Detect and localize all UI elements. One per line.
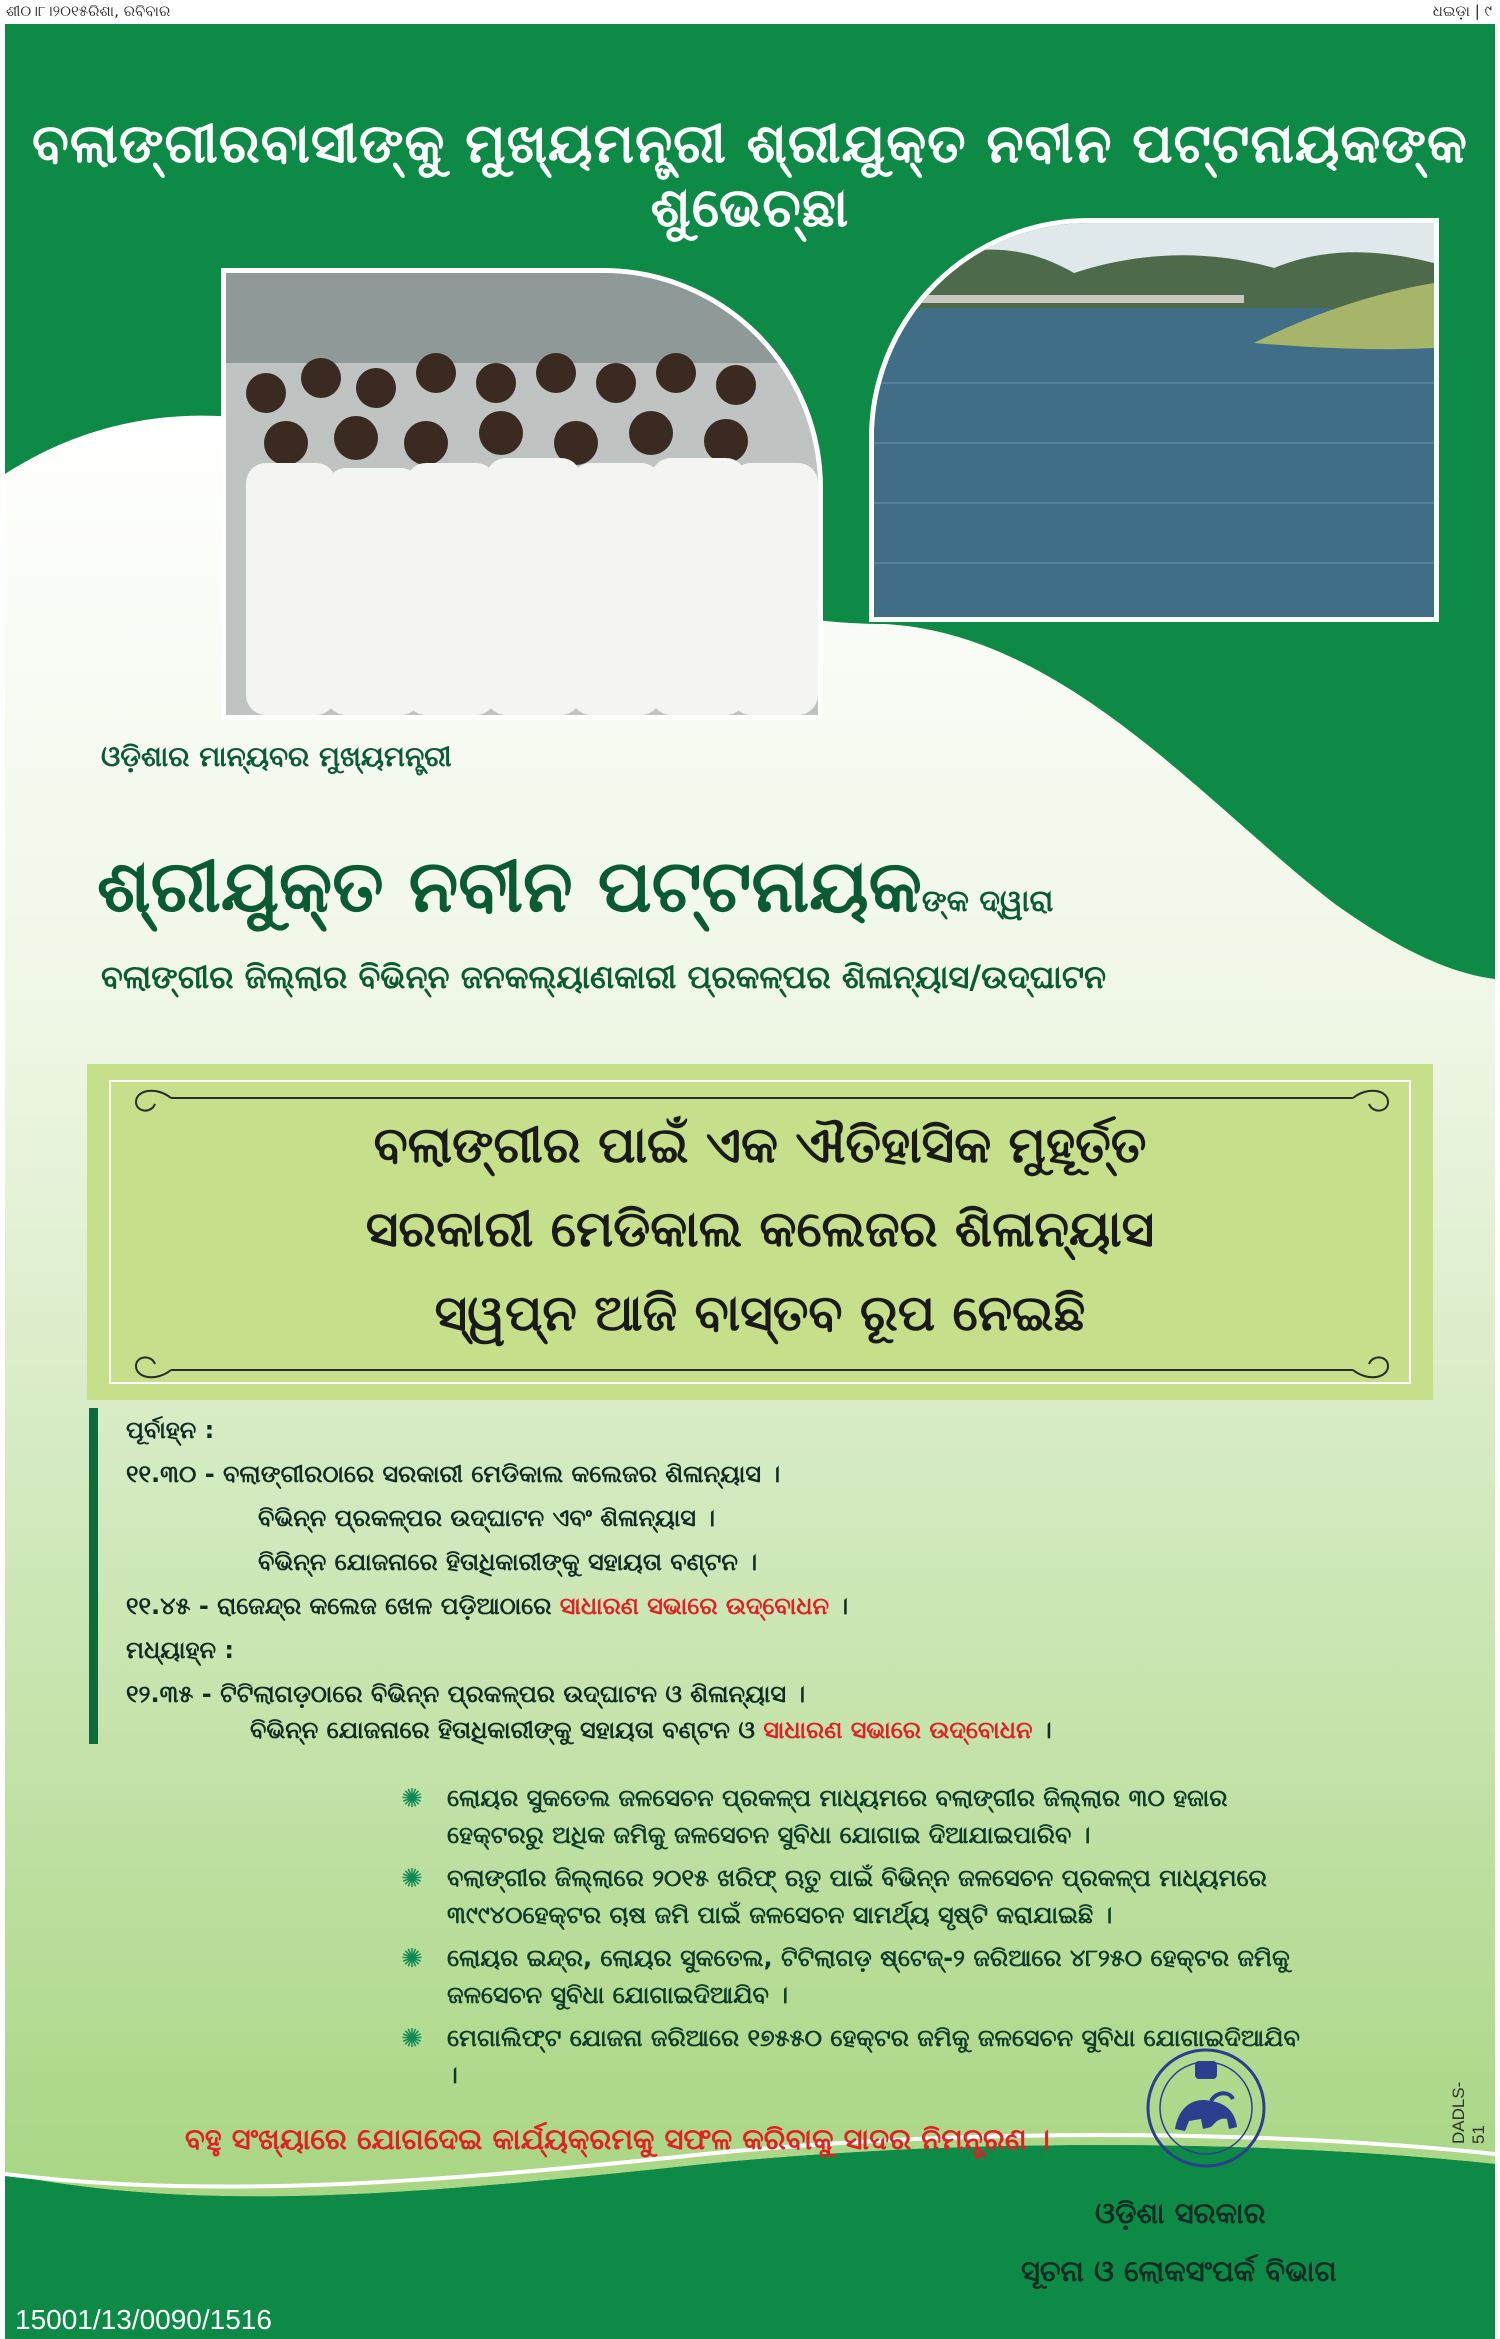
cm-name-suffix: ଙ୍କ ଦ୍ୱାରା	[921, 884, 1054, 919]
reservoir-image	[874, 223, 1434, 617]
afternoon-label: ମଧ୍ୟାହ୍ନ :	[126, 1636, 234, 1664]
schedule-block	[89, 1408, 1098, 1744]
subtitle-cm: ଓଡ଼ିଶାର ମାନ୍ୟବର ମୁଖ୍ୟମନ୍ତ୍ରୀ	[101, 740, 452, 773]
cm-name	[97, 844, 1053, 930]
newspaper-header	[0, 0, 1500, 22]
schedule-row-5: ୧୨.୩୫ - ଟିଟିଲାଗଡ଼ଠାରେ ବିଭିନ୍ନ ପ୍ରକଳ୍ପର ଉଦ୍‌ଘାଟନ ଓ ଶିଳାନ୍ୟାସ ।	[126, 1680, 806, 1708]
header-date: ଶୀ୦।୮।୨୦୧୫ରିଶା, ରବିବାର	[6, 2, 171, 20]
forenoon-label: ପୂର୍ବାହ୍ନ :	[126, 1416, 215, 1444]
odisha-emblem-icon	[1145, 2047, 1267, 2169]
panel-line-1: ବଲାଙ୍ଗୀର ପାଇଁ ଏକ ଐତିହାସିକ ମୁହୂର୍ତ୍ତ	[373, 1116, 1147, 1174]
schedule-row-6-end: ।	[1032, 1716, 1052, 1744]
bullet-icon: ✺	[401, 1864, 423, 1894]
emblem-graphic	[1145, 2047, 1267, 2169]
schedule-row-4-text: ୧୧.୪୫ - ରାଜେନ୍ଦ୍ର କଲେଜ ଖେଳ ପଡ଼ିଆଠାରେ	[126, 1592, 560, 1620]
projects-subline: ବଲାଙ୍ଗୀର ଜିଲ୍ଲାର ବିଭିନ୍ନ ଜନକଲ୍ୟାଣକାରୀ ପ୍ରକଳ୍ପର ଶିଳାନ୍ୟାସ/ଉଦ୍‌ଘାଟନ	[101, 958, 1107, 996]
govt-name: ଓଡ଼ିଶା ସରକାର	[1095, 2196, 1266, 2230]
schedule-row-6-highlight: ସାଧାରଣ ସଭାରେ ଉଦ୍‌ବୋଧନ	[763, 1716, 1033, 1744]
panel-line-2: ସରକାରୀ ମେଡିକାଲ କଲେଜର ଶିଳାନ୍ୟାସ	[365, 1200, 1155, 1258]
bullet-text: ଲୋୟର ଇନ୍ଦ୍ର, ଲୋୟର ସୁକତେଲ, ଟିଟିଲାଗଡ଼ ଷ୍ଟେଜ୍-୨ ଜରିଆରେ ୪୮୨୫୦ ହେକ୍ଟର ଜମିକୁ ଜଳସେଚନ ସୁବିଧା ଯୋଗାଇଦିଆଯିବ ।	[447, 1944, 1290, 2009]
dadls-code: DADLS-51	[1449, 2081, 1488, 2144]
ad-code: 15001/13/0090/1516	[15, 2304, 272, 2335]
header-page: ଧଇଡ଼ା | ୯	[1432, 2, 1492, 20]
panel-line-3: ସ୍ୱପ୍ନ ଆଜି ବାସ୍ତବ ରୂପ ନେଇଛି	[434, 1284, 1086, 1342]
bullet-icon: ✺	[401, 1944, 423, 1974]
schedule-row-6-text: ବିଭିନ୍ନ ଯୋଜନାରେ ହିତାଧିକାରୀଙ୍କୁ ସହାୟତା ବଣ୍ଟନ ଓ	[250, 1716, 764, 1744]
invitation-text: ବହୁ ସଂଖ୍ୟାରେ ଯୋଗଦେଇ କାର୍ଯ୍ୟକ୍ରମକୁ ସଫଳ କରିବାକୁ ସାଦର ନିମନ୍ତ୍ରଣ ।	[185, 2122, 1050, 2156]
ad-title: ବଲାଙ୍ଗୀରବାସୀଙ୍କୁ ମୁଖ୍ୟମନ୍ତ୍ରୀ ଶ୍ରୀଯୁକ୍ତ ନବୀନ ପଟ୍ଟନାୟକଙ୍କ ଶୁଭେଚ୍ଛା	[32, 112, 1468, 239]
schedule-row-6	[250, 1716, 1052, 1744]
schedule-row-3: ବିଭିନ୍ନ ଯୋଜନାରେ ହିତାଧିକାରୀଙ୍କୁ ସହାୟତା ବଣ୍ଟନ ।	[258, 1548, 758, 1576]
students-image	[226, 273, 818, 715]
schedule-row-4	[126, 1592, 848, 1620]
cm-name-text: ଶ୍ରୀଯୁକ୍ତ ନବୀନ ପଟ୍ଟନାୟକ	[97, 844, 922, 928]
panel-border	[109, 1080, 1411, 1384]
bullet-icon: ✺	[401, 2024, 423, 2054]
students-photo	[221, 268, 823, 720]
schedule-row-4-highlight: ସାଧାରଣ ସଭାରେ ଉଦ୍‌ବୋଧନ	[559, 1592, 830, 1620]
dam-reservoir-photo	[869, 218, 1439, 622]
advertisement	[5, 24, 1495, 2339]
bullet-text: ମେଗାଲିଫ୍ଟ ଯୋଜନା ଜରିଆରେ ୧୭୫୫୦ ହେକ୍ଟର ଜମିକୁ ଜଳସେଚନ ସୁବିଧା ଯୋଗାଇଦିଆଯିବ ।	[447, 2024, 1300, 2089]
bullet-text: ବଲାଙ୍ଗୀର ଜିଲ୍ଲାରେ ୨୦୧୫ ଖରିଫ୍ ଋତୁ ପାଇଁ ବିଭିନ୍ନ ଜଳସେଚନ ପ୍ରକଳ୍ପ ମାଧ୍ୟମରେ ୩୯୯୪୦ହେକ୍ଟର ଚାଷ ଜମି ପାଇଁ ଜଳସେଚନ ସାମର୍ଥ୍ୟ ସୃଷ୍ଟି କରାଯାଇଛି ।	[447, 1864, 1267, 1929]
highlight-panel	[87, 1064, 1433, 1400]
schedule-row-4-end: ।	[829, 1592, 849, 1620]
department-name: ସୂଚନା ଓ ଲୋକସଂପର୍କ ବିଭାଗ	[1021, 2254, 1337, 2288]
schedule-row-1: ୧୧.୩୦ - ବଲାଙ୍ଗୀରଠାରେ ସରକାରୀ ମେଡିକାଲ କଲେଜର ଶିଳାନ୍ୟାସ ।	[126, 1460, 781, 1488]
bullet-text: ଲୋୟର ସୁକତେଲ ଜଳସେଚନ ପ୍ରକଳ୍ପ ମାଧ୍ୟମରେ ବଲାଙ୍ଗୀର ଜିଲ୍ଲାର ୩୦ ହଜାର ହେକ୍ଟରରୁ ଅଧିକ ଜମିକୁ ଜଳସେଚନ ସୁବିଧା ଯୋଗାଇ ଦିଆଯାଇପାରିବ ।	[447, 1784, 1228, 1849]
schedule-row-2: ବିଭିନ୍ନ ପ୍ରକଳ୍ପର ଉଦ୍‌ଘାଟନ ଏବଂ ଶିଳାନ୍ୟାସ ।	[258, 1504, 716, 1532]
bullet-icon: ✺	[401, 1784, 423, 1814]
